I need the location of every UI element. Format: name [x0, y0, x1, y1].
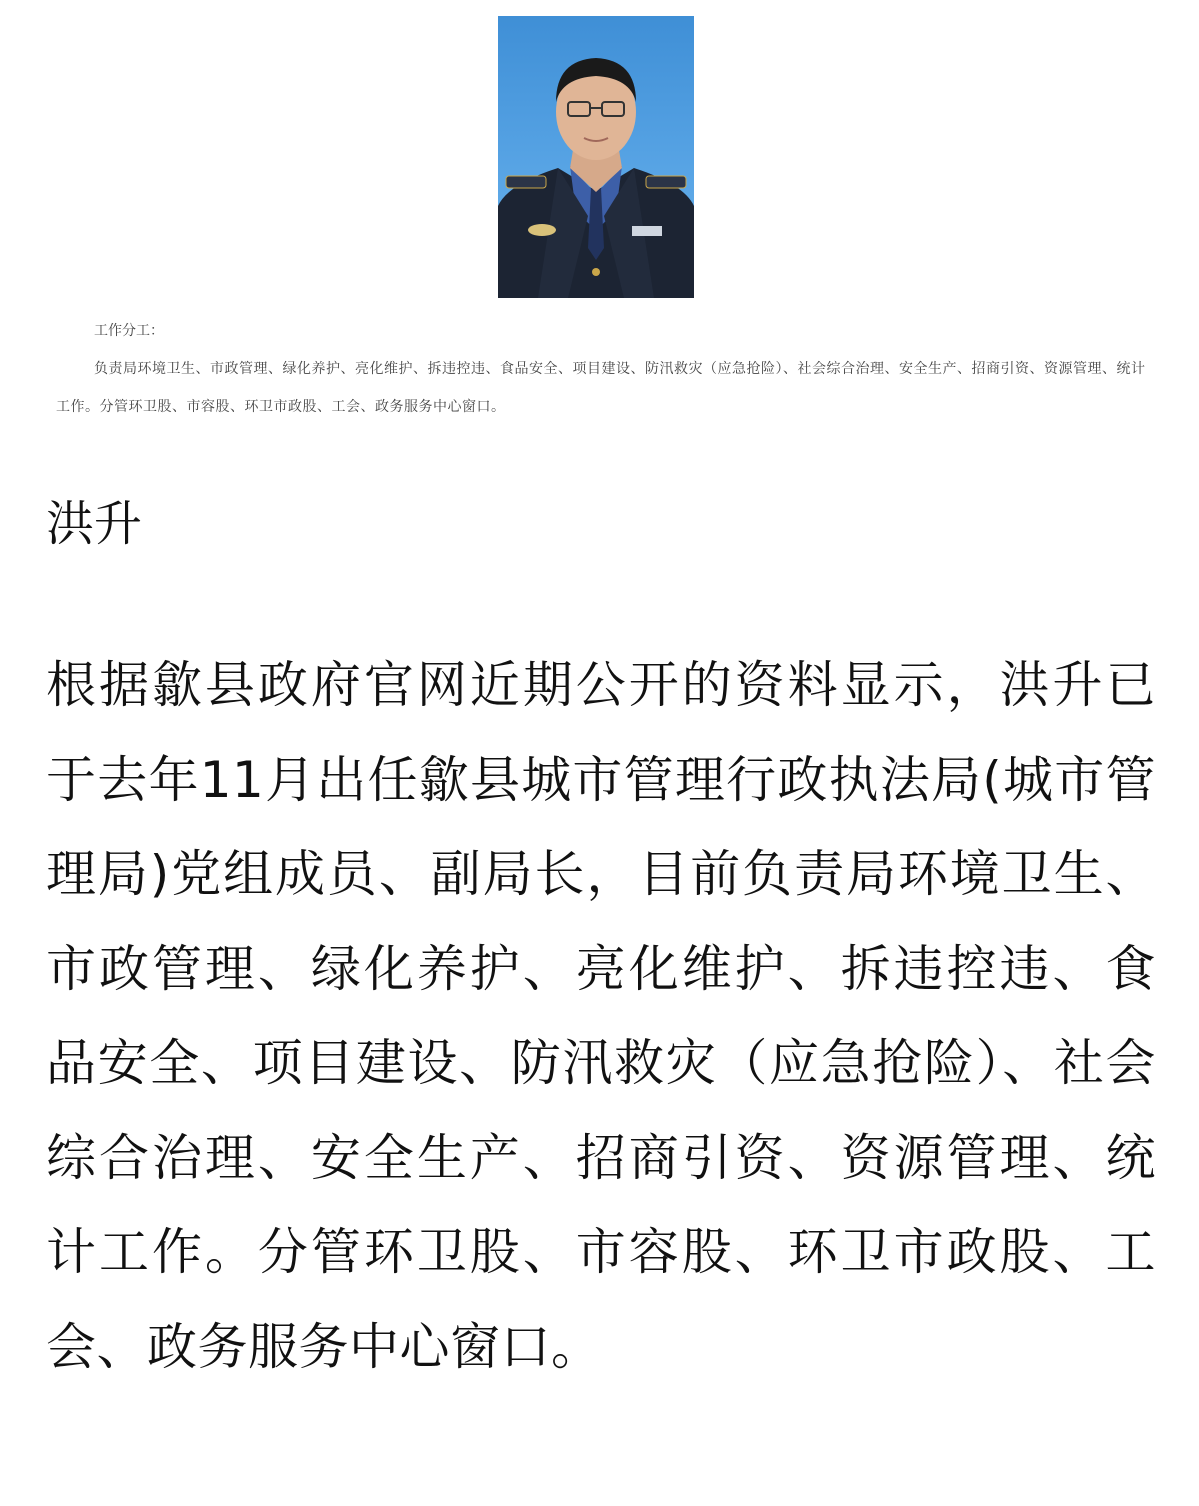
- portrait-illustration: [498, 16, 694, 298]
- caption-heading: 工作分工：: [94, 323, 164, 339]
- article-paragraph: 根据歙县政府官网近期公开的资料显示，洪升已于去年11月出任歙县城市管理行政执法局(城市管理局)党组成员、副局长，目前负责局环境卫生、市政管理、绿化养护、亮化维护、拆违控违、食品安全、项目建设、防汛救灾（应急抢险）、社会综合治理、安全生产、招商引资、资源管理、统计工作。分管环卫股、市容股、环卫市政股、工会、政务服务中心窗口。: [46, 656, 1156, 1376]
- embedded-document-image: [0, 0, 1199, 450]
- article-section: [46, 492, 1156, 1394]
- caption-body: 负责局环境卫生、市政管理、绿化养护、亮化维护、拆违控违、食品安全、项目建设、防汛救灾（应急抢险）、社会综合治理、安全生产、招商引资、资源管理、统计工作。分管环卫股、市容股、环卫市政股、工会、政务服务中心窗口。: [56, 361, 1146, 415]
- document-caption: [56, 312, 1146, 426]
- official-portrait-photo: [498, 16, 694, 298]
- person-name-heading: 洪升: [46, 496, 143, 552]
